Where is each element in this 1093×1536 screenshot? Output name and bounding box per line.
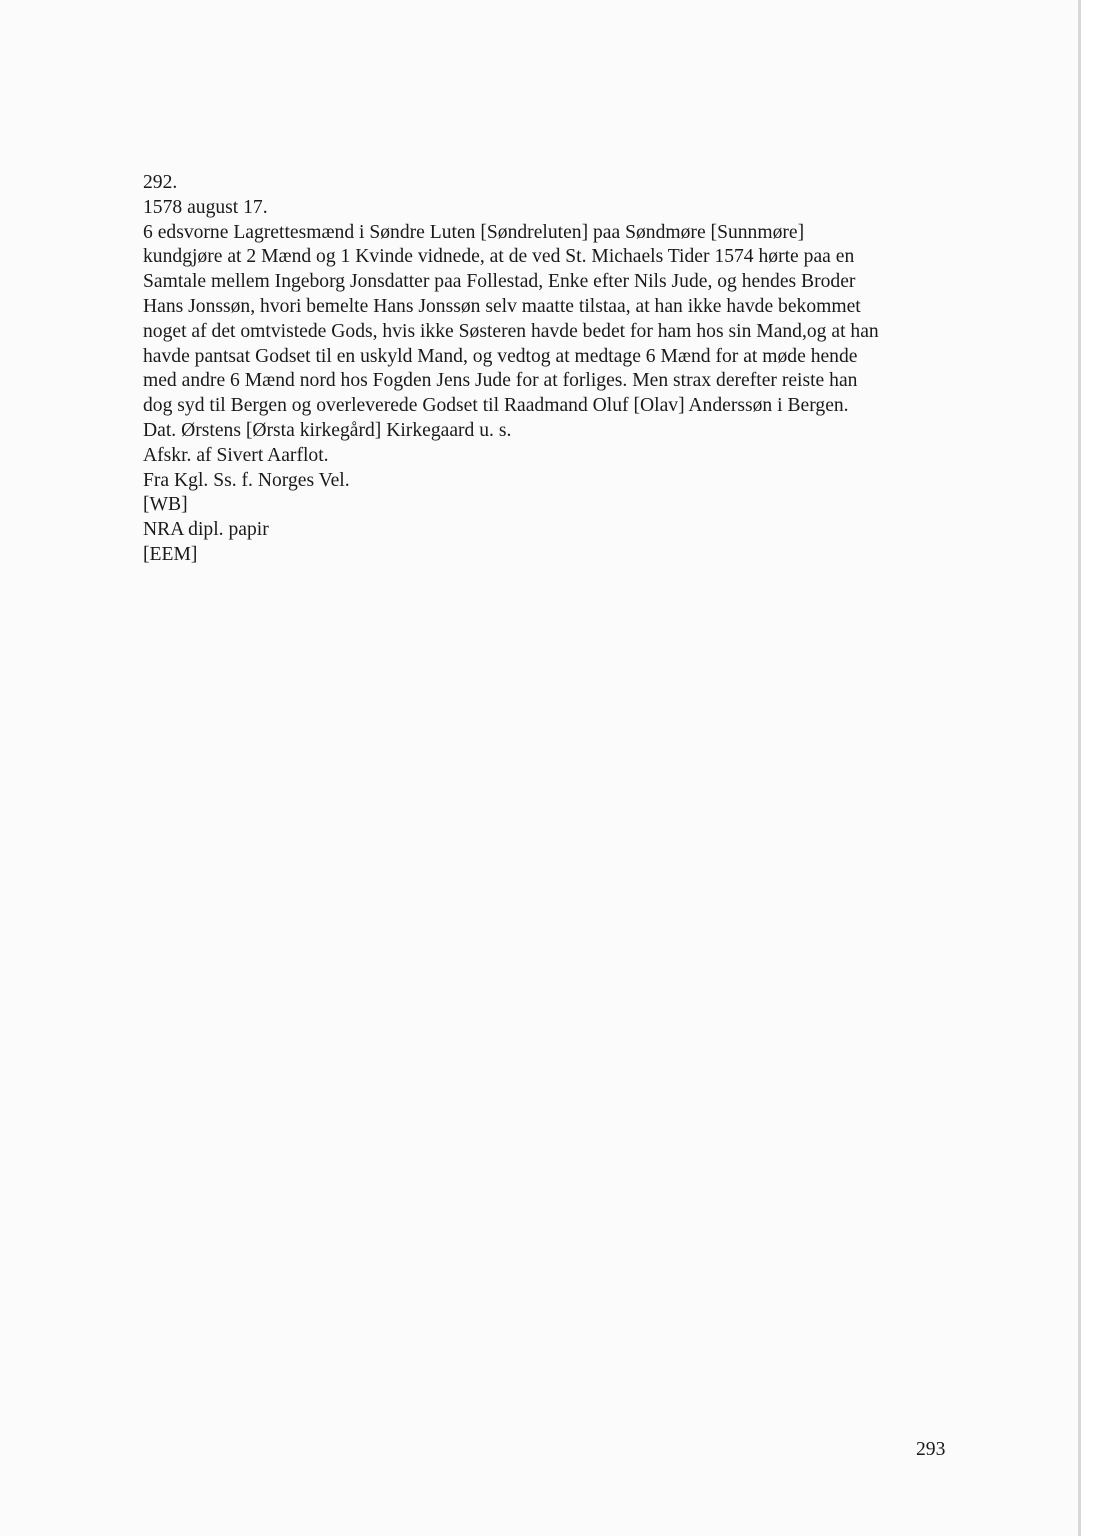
body-line: Samtale mellem Ingeborg Jonsdatter paa Follestad, Enke efter Nils Jude, og hendes Broder (143, 271, 856, 293)
body-line: med andre 6 Mænd nord hos Fogden Jens Jude for at forliges. Men strax derefter reiste han (143, 370, 858, 392)
body-line: 6 edsvorne Lagrettesmænd i Søndre Luten [Søndreluten] paa Søndmøre [Sunnmøre] (143, 221, 805, 243)
body-line: havde pantsat Godset til en uskyld Mand, og vedtog at medtage 6 Mænd for at møde hende (143, 345, 858, 367)
source-line: NRA dipl. papir (143, 519, 269, 541)
source-line: [EEM] (143, 543, 198, 565)
document-text (143, 171, 963, 568)
body-line: noget af det omtvistede Gods, hvis ikke Søsteren havde bedet for ham hos sin Mand,og at han (143, 320, 879, 342)
page-number: 293 (916, 1439, 946, 1460)
scan-margin (1081, 0, 1093, 1536)
body-line: Dat. Ørstens [Ørsta kirkegård] Kirkegaard u. s. (143, 419, 512, 441)
source-line: [WB] (143, 494, 188, 516)
entry-number: 292. (143, 172, 178, 193)
body-line: Hans Jonssøn, hvori bemelte Hans Jonssøn selv maatte tilstaa, at han ikke havde bekommet (143, 295, 861, 317)
body-line: kundgjøre at 2 Mænd og 1 Kvinde vidnede, at de ved St. Michaels Tider 1574 hørte paa en (143, 246, 855, 268)
source-line: Afskr. af Sivert Aarflot. (143, 444, 329, 466)
entry-date: 1578 august 17. (143, 196, 268, 218)
body-line: dog syd til Bergen og overleverede Godset til Raadmand Oluf [Olav] Anderssøn i Bergen. (143, 395, 849, 417)
source-line: Fra Kgl. Ss. f. Norges Vel. (143, 469, 350, 491)
